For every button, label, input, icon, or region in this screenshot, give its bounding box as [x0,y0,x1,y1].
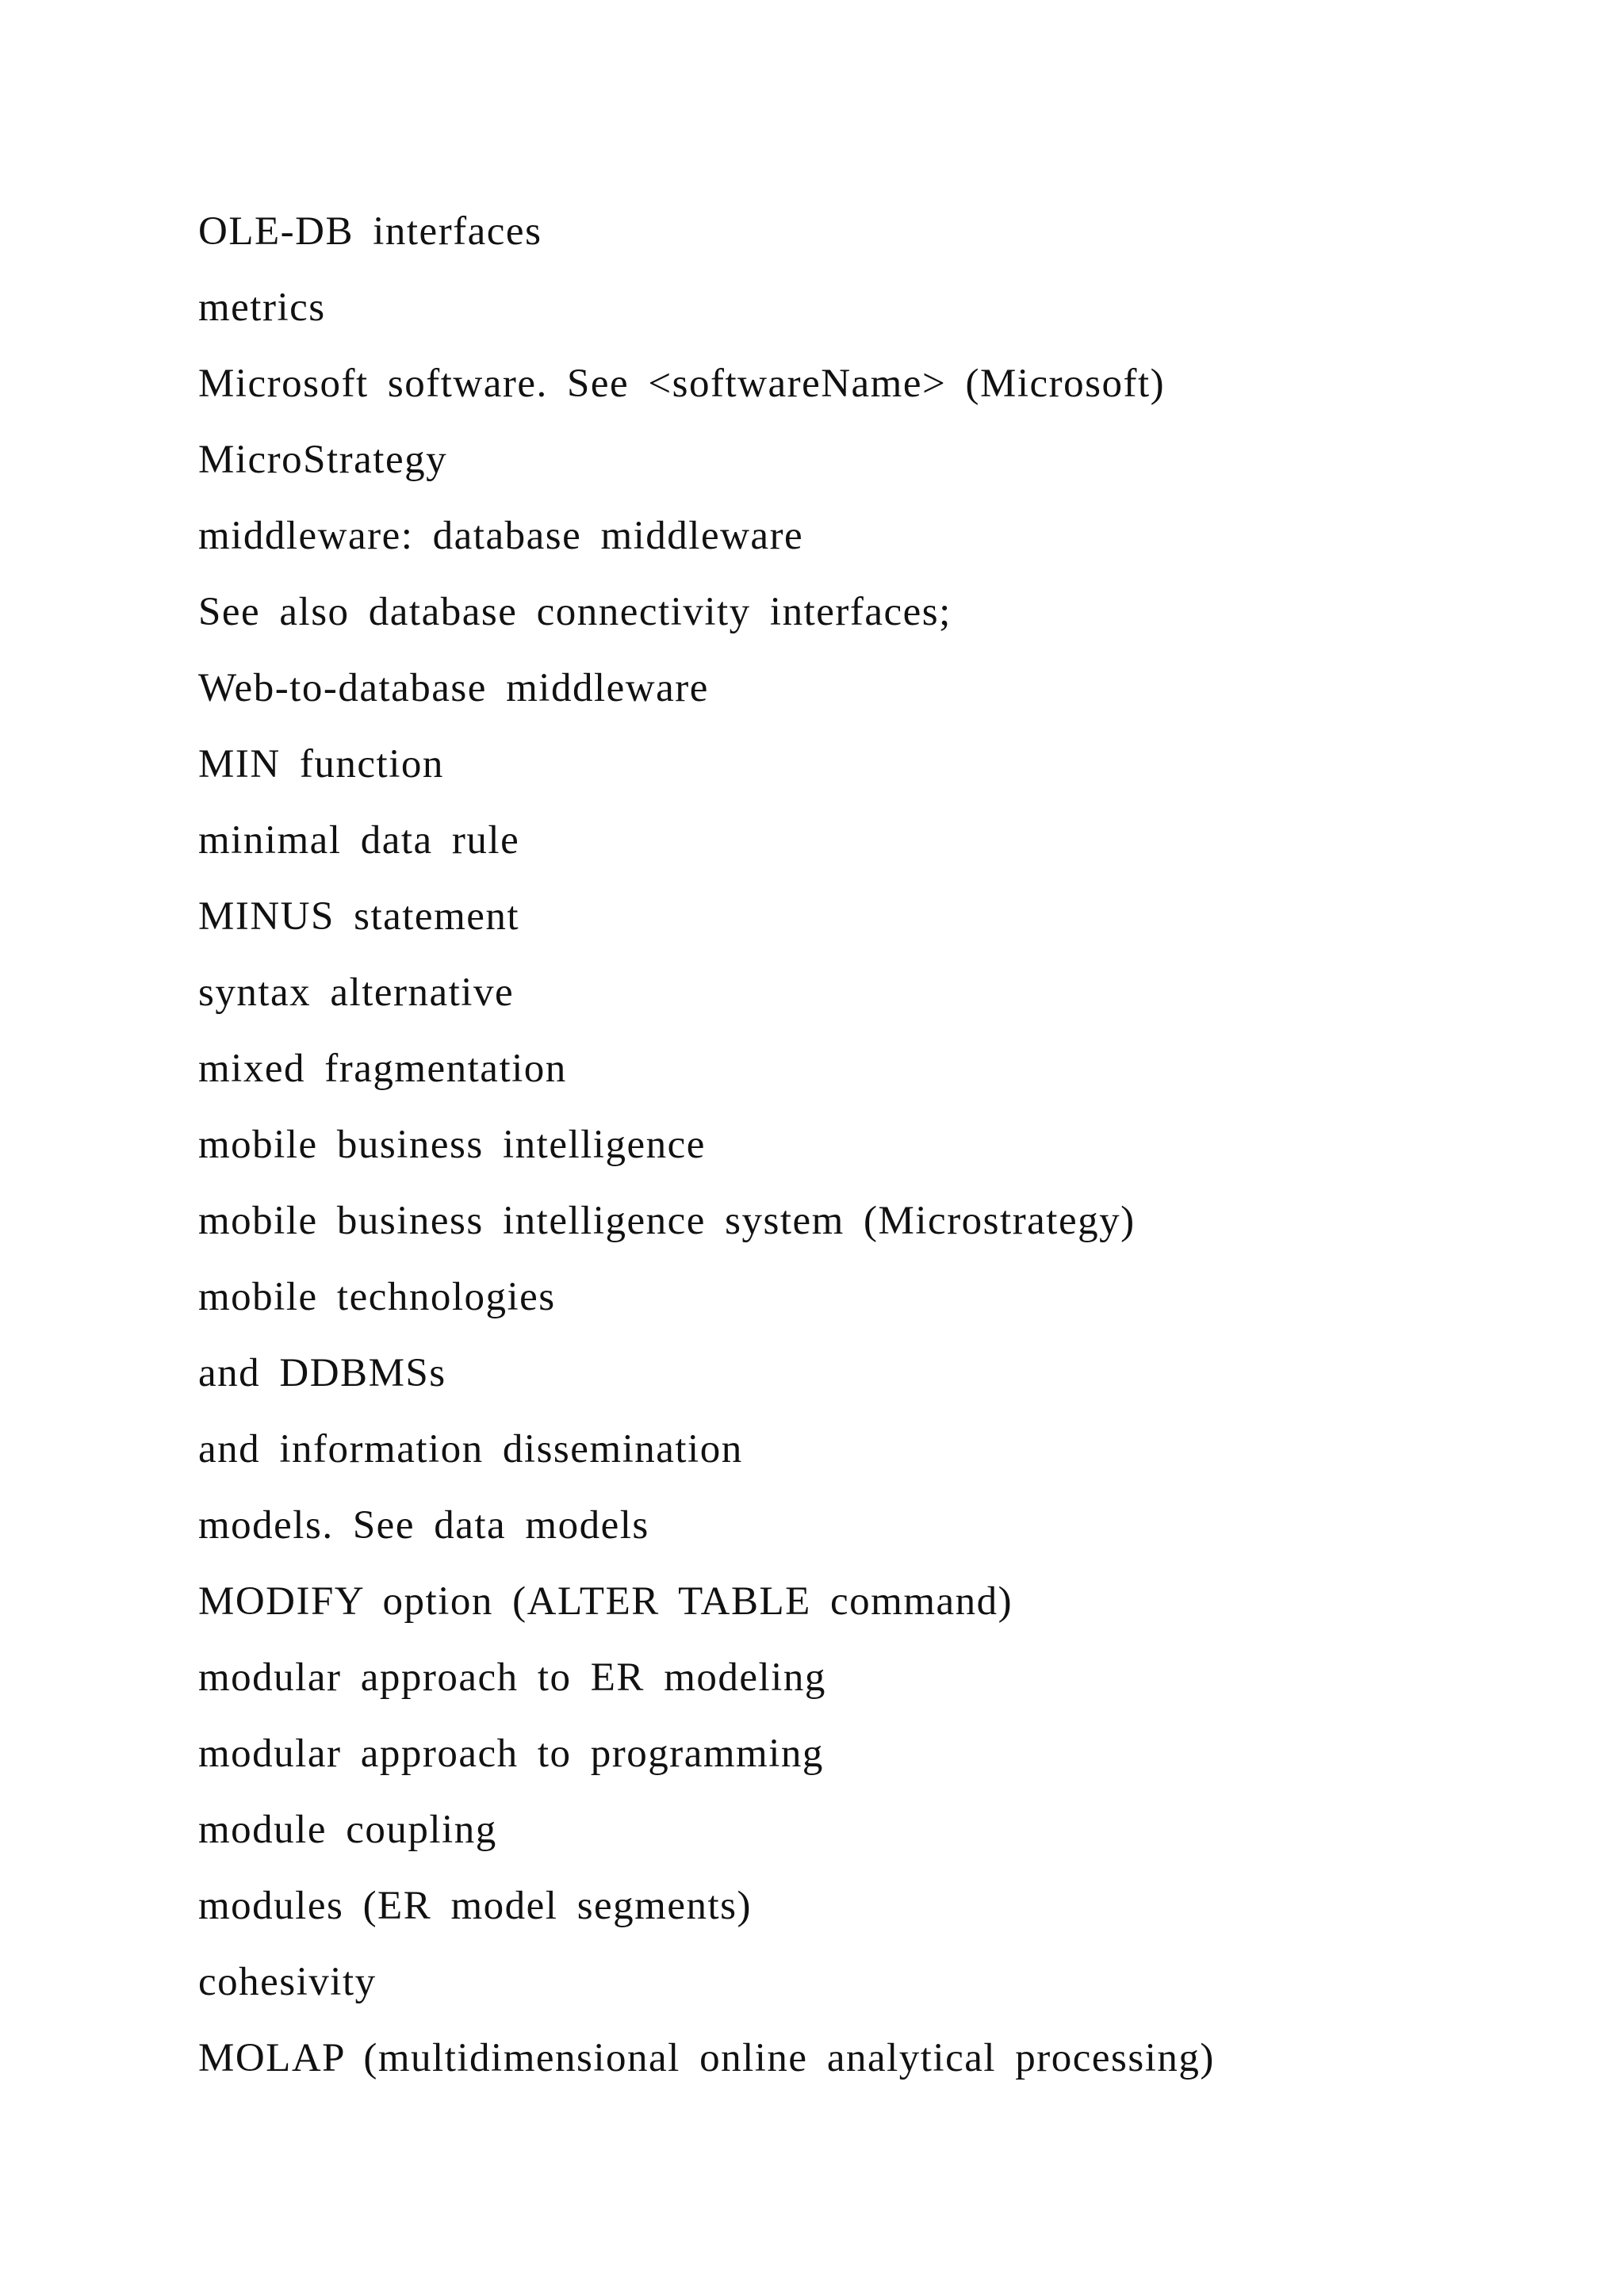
index-entry: OLE-DB interfaces [198,209,542,254]
index-entry: MODIFY option (ALTER TABLE command) [198,1579,1013,1624]
index-entry: modules (ER model segments) [198,1884,752,1928]
index-entry: metrics [198,285,326,330]
index-entry: minimal data rule [198,818,520,863]
index-entry: mobile business intelligence [198,1123,706,1167]
index-entry: mixed fragmentation [198,1047,567,1091]
index-entry: See also database connectivity interfaces; [198,590,952,634]
index-entry: and information dissemination [198,1427,743,1471]
index-entry: MINUS statement [198,894,520,939]
index-entry: module coupling [198,1808,497,1852]
index-entry: MOLAP (multidimensional online analytical processing) [198,2036,1215,2080]
index-entry: cohesivity [198,1960,377,2004]
index-entry: and DDBMSs [198,1351,446,1395]
index-entry: Web-to-database middleware [198,666,709,710]
index-entry: MIN function [198,742,444,786]
index-entry: modular approach to ER modeling [198,1655,826,1700]
index-entry: mobile technologies [198,1275,556,1319]
index-list [198,193,1215,2096]
index-entry: mobile business intelligence system (Microstrategy) [198,1199,1136,1243]
index-entry: modular approach to programming [198,1732,824,1776]
index-entry: models. See data models [198,1503,649,1548]
index-entry: syntax alternative [198,970,515,1015]
index-entry: middleware: database middleware [198,514,804,558]
index-entry: Microsoft software. See <softwareName> (Microsoft) [198,362,1166,406]
index-entry: MicroStrategy [198,438,448,482]
